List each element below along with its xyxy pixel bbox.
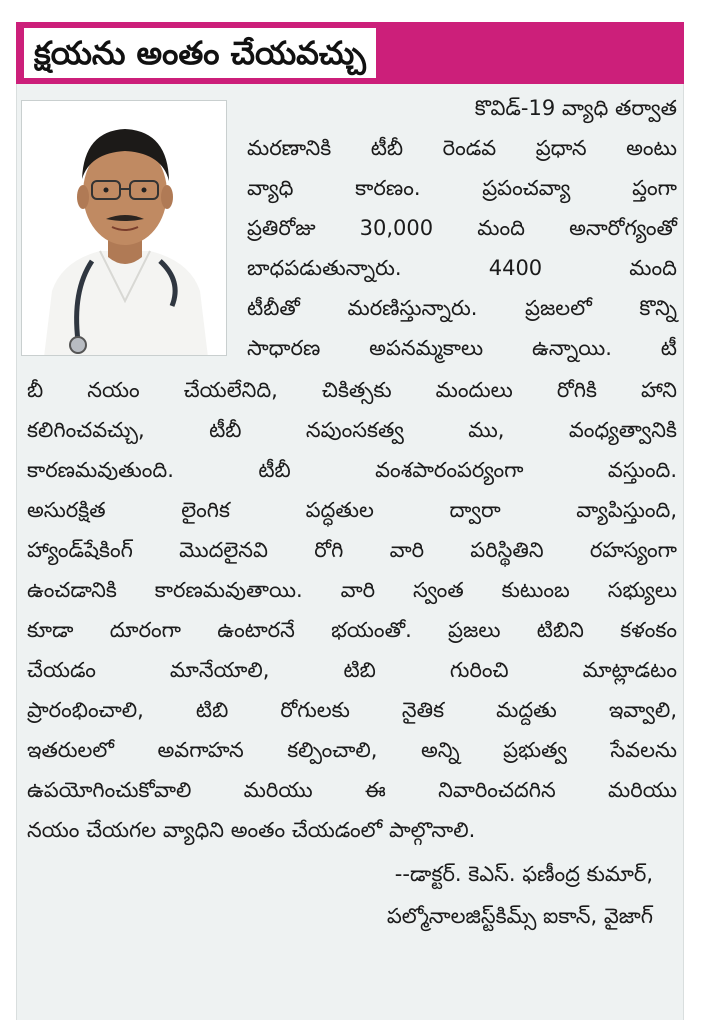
- article-body: [16, 84, 684, 1020]
- article-line: కలిగించవచ్చు, టీబీ నపుంసకత్వ ము, వంధ్యత్వానికి: [27, 418, 677, 442]
- top-margin: [0, 0, 717, 22]
- article-line: బీ నయం చేయలేనిది, చికిత్సకు మందులు రోగికి హాని: [27, 378, 677, 402]
- article-line: ప్రారంభించాలి, టిబి రోగులకు నైతిక మద్దతు ఇవ్వాలి,: [27, 698, 677, 722]
- headline: క్షయను అంతం చేయవచ్చు: [24, 28, 376, 78]
- article-line: టీబీతో మరణిస్తున్నారు. ప్రజలలో కొన్ని: [247, 296, 677, 320]
- article-line: బాధపడుతున్నారు. 4400 మంది: [247, 256, 677, 280]
- article-line: నయం చేయగల వ్యాధిని అంతం చేయడంలో పాల్గొనాలి.: [27, 818, 476, 842]
- article-line: కొవిడ్-19 వ్యాధి తర్వాత: [474, 96, 677, 120]
- article-line: వ్యాధి కారణం. ప్రపంచవ్యా ప్తంగా: [247, 176, 677, 200]
- author-affiliation: పల్మోనాలజిస్ట్‌కిమ్స్ ఐకాన్, వైజాగ్: [386, 904, 653, 928]
- article-line: మరణానికి టీబీ రెండవ ప్రధాన అంటు: [247, 136, 677, 160]
- article-line: ఇతరులలో అవగాహన కల్పించాలి, అన్ని ప్రభుత్వ సేవలను: [27, 738, 677, 762]
- article-line: కారణమవుతుంది. టీబీ వంశపారంపర్యంగా వస్తుంది.: [27, 458, 677, 482]
- article-line: ప్రతిరోజు 30,000 మంది అనారోగ్యంతో: [247, 216, 677, 240]
- article-line: చేయడం మానేయాలి, టిబి గురించి మాట్లాడటం: [27, 658, 677, 682]
- article-line: హ్యాండ్‌షేకింగ్ మొదలైనవి రోగి వారి పరిస్థితిని రహస్యంగా: [27, 538, 677, 562]
- article-line: కూడా దూరంగా ఉంటారనే భయంతో. ప్రజలు టిబిని కళంకం: [27, 618, 677, 642]
- article-line: ఉపయోగించుకోవాలి మరియు ఈ నివారించదగిన మరియు: [27, 778, 677, 802]
- author-name: --డాక్టర్. కెఎస్. ఫణీంద్ర కుమార్,: [394, 862, 653, 886]
- headline-bar: [16, 22, 684, 84]
- doctor-photo: [21, 100, 227, 356]
- article-line: అసురక్షిత లైంగిక పద్ధతుల ద్వారా వ్యాపిస్తుంది,: [27, 498, 677, 522]
- article-line: సాధారణ అపనమ్మకాలు ఉన్నాయి. టీ: [247, 336, 677, 360]
- article-line: ఉంచడానికి కారణమవుతాయి. వారి స్వంత కుటుంబ సభ్యులు: [27, 578, 677, 602]
